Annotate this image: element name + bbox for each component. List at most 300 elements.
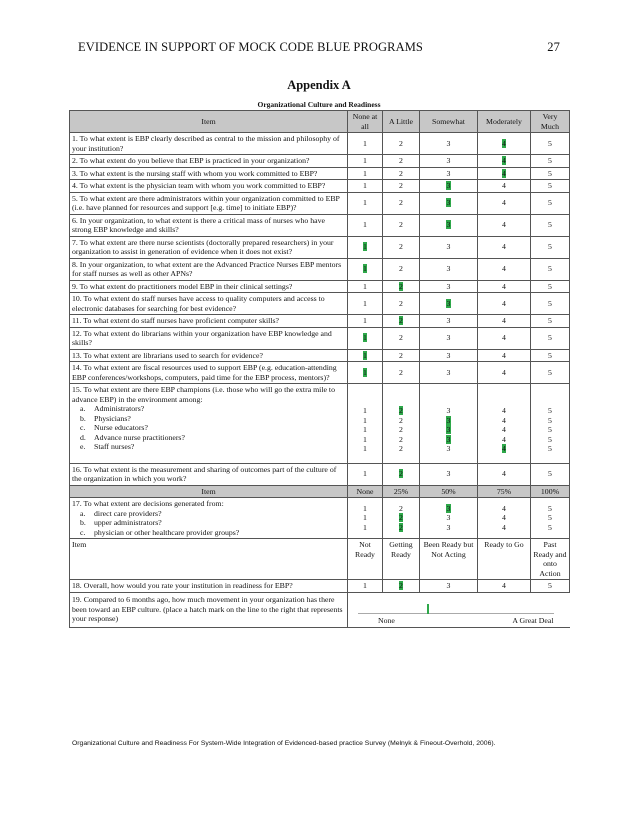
scale-cell-5 [531,155,570,168]
scale-cell-2 [383,133,420,155]
scale-line [480,406,528,416]
scale-cell-1 [348,362,383,384]
scale-line [533,406,567,416]
scale-line [533,513,567,523]
item-text: 16. To what extent is the measurement and sharing of outcomes part of the culture of the organization in which you work? [70,463,348,485]
scale-cell-2 [383,214,420,236]
table-row [70,592,570,627]
scale-cell-4 [478,384,531,464]
scale-cell-5 [531,463,570,485]
scale-value: 4 [502,350,506,360]
scale-value: 4 [502,156,506,165]
scale-cell-1 [348,214,383,236]
scale-value: 2 [399,425,403,434]
scale-value: 1 [363,298,367,308]
scale-value: 3 [446,581,451,590]
scale-value: 3 [446,198,451,208]
scale-value: 4 [502,168,506,178]
sub-letter: a. [80,404,86,413]
scale-line [350,425,380,435]
scale-value: 5 [548,220,552,230]
table-row [70,180,570,193]
scale-value: 4 [502,264,506,274]
scale-value: 2 [399,444,403,453]
sub-label: Physicians? [94,413,131,423]
scale-value: 2 [399,168,403,178]
table-row [70,258,570,280]
scale-cell-4 [478,362,531,384]
scale-value: 5 [548,198,552,208]
item-text: 4. To what extent is the physician team with whom you work committed to EBP? [70,180,348,193]
header-scale-5: Past Ready and onto Action [531,539,570,580]
scale-cell-3 [420,192,478,214]
header-scale-5: Very Much [531,111,570,133]
scale-line [385,435,417,445]
item-text: 14. To what extent are fiscal resources used to support EBP (e.g. education-attending EBP conferences/workshops, computers, paid time for the EBP process, mentors)? [70,362,348,384]
scale-value: 2 [399,198,403,208]
scale-value: 5 [548,138,552,148]
sub-item [72,509,345,519]
question-text: 15. To what extent are there EBP champions (i.e. those who will go the extra mile to advance EBP) in the environment among: [72,385,335,404]
scale-value: 4 [502,434,506,444]
scale-value: 1 [363,264,367,274]
scale-cell-5 [531,293,570,315]
scale-value: 3 [446,181,451,190]
sub-label: direct care providers? [94,508,162,518]
running-head-title: EVIDENCE IN SUPPORT OF MOCK CODE BLUE PROGRAMS [78,40,423,54]
scale-value: 3 [446,425,451,434]
scale-value: 1 [363,425,367,434]
scale-cell-2 [383,349,420,362]
scale-cell-2 [383,315,420,328]
scale-cell-1 [348,349,383,362]
scale-value: 1 [363,406,367,415]
header-scale-1: Not Ready [348,539,383,580]
scale-value: 5 [548,168,552,178]
table-title: Organizational Culture and Readiness [257,100,381,109]
scale-cell-1 [348,258,383,280]
scale-cell-4 [478,293,531,315]
scale-value: 3 [446,513,451,523]
scale-value: 3 [446,298,451,308]
scale-value: 3 [446,444,451,453]
scale-cell-5 [531,236,570,258]
scale-value: 2 [399,264,403,274]
scale-cell-3 [420,214,478,236]
header-scale-4: 75% [478,485,531,498]
scale-value: 5 [548,581,552,590]
scale-value: 4 [502,281,506,291]
scale-value: 1 [363,156,367,165]
header-item: Item [70,111,348,133]
scale-line [422,416,475,426]
scale-cell-5 [531,180,570,193]
item-text: 2. To what extent do you believe that EBP is practiced in your organization? [70,155,348,168]
scale-value: 4 [502,581,506,590]
scale-cell-3 [420,463,478,485]
scale-cell-2 [383,463,420,485]
scale-value: 2 [399,434,403,444]
scale-cell-1 [348,315,383,328]
scale-value: 1 [363,444,367,453]
scale-cell-1 [348,580,383,593]
scale-value: 2 [399,513,403,523]
table-row [70,192,570,214]
movement-scale [348,592,570,627]
scale-cell-4 [478,349,531,362]
table-row [70,280,570,293]
scale-cell-4 [478,133,531,155]
scale-value: 5 [548,406,552,415]
scale-value: 5 [548,242,552,252]
scale-value: 2 [399,333,403,343]
scale-value: 5 [548,415,552,425]
scale-value: 5 [548,522,552,532]
scale-value: 4 [502,333,506,343]
table-header-row [70,485,570,498]
scale-line [385,523,417,533]
scale-line [385,406,417,416]
scale-value: 1 [363,503,367,513]
table-row [70,293,570,315]
table-row [70,133,570,155]
scale-value: 3 [446,156,451,165]
scale-value: 4 [502,425,506,434]
header-scale-3: Somewhat [420,111,478,133]
scale-cell-1 [348,236,383,258]
sub-item [72,433,345,443]
sub-letter: c. [80,423,86,432]
scale-cell-1 [348,463,383,485]
scale-value: 1 [363,415,367,425]
scale-line [350,406,380,416]
scale-line [422,435,475,445]
scale-value: 4 [502,367,506,377]
readiness-header-row [70,539,570,580]
item-text: 8. In your organization, to what extent are the Advanced Practice Nurses EBP mentors for staff nurses as well as other APNs? [70,258,348,280]
scale-cell-4 [478,315,531,328]
scale-line [480,523,528,533]
item-text: 6. In your organization, to what extent is there a critical mass of nurses who have strong EBP knowledge and skills? [70,214,348,236]
sub-letter: c. [80,527,86,537]
scale-value: 3 [446,434,451,444]
item-text [70,498,348,539]
item-text: 1. To what extent is EBP clearly described as central to the mission and philosophy of your institution? [70,133,348,155]
table-header-row [70,111,570,133]
scale-cell-5 [531,214,570,236]
scale-value: 5 [548,503,552,513]
scale-cell-5 [531,362,570,384]
appendix-title: Appendix A [287,78,351,92]
scale-value: 1 [363,469,367,479]
scale-cell-2 [383,580,420,593]
scale-line [422,504,475,514]
header-item: Item [70,485,348,498]
scale-value: 4 [502,444,506,453]
sub-letter: b. [80,413,86,423]
sub-item [72,518,345,528]
scale-line [533,416,567,426]
table-row [70,214,570,236]
scale-value: 2 [399,406,403,415]
scale-value: 2 [399,298,403,308]
scale-value: 5 [548,181,552,190]
scale-value: 3 [446,242,451,252]
sub-label: upper administrators? [94,518,162,527]
scale-value: 2 [399,156,403,165]
scale-cell-2 [383,236,420,258]
scale-value: 5 [548,333,552,343]
scale-cell-3 [420,349,478,362]
scale-value: 2 [399,220,403,230]
header-scale-3: 50% [420,485,478,498]
scale-cell-4 [478,180,531,193]
header-scale-5: 100% [531,485,570,498]
scale-cell-4 [478,580,531,593]
scale-cell-1 [348,280,383,293]
sub-label: physician or other healthcare provider groups? [94,527,240,537]
scale-value: 5 [548,444,552,453]
sub-item [72,414,345,424]
scale-cell-3 [420,133,478,155]
scale-cell-3 [420,258,478,280]
scale-cell-2 [383,362,420,384]
scale-cell-2 [383,192,420,214]
scale-line [480,435,528,445]
scale-cell-5 [531,580,570,593]
item-text: 13. To what extent are librarians used to search for evidence? [70,349,348,362]
scale-value: 3 [446,522,451,532]
scale-value: 4 [502,406,506,415]
scale-cell-3 [420,498,478,539]
scale-line [350,444,380,454]
table-row [70,327,570,349]
scale-cell-5 [531,349,570,362]
scale-value: 4 [502,415,506,425]
scale-value: 3 [446,264,451,274]
scale-value: 2 [399,522,403,532]
sub-letter: a. [80,508,86,518]
scale-value: 2 [399,503,403,513]
scale-value: 3 [446,333,451,343]
scale-cell-5 [531,384,570,464]
scale-line [533,444,567,454]
scale-line [422,425,475,435]
scale-value: 5 [548,469,552,479]
scale-cell-5 [531,327,570,349]
header-scale-3: Been Ready but Not Acting [420,539,478,580]
scale-line [385,416,417,426]
scale-value: 3 [446,503,451,513]
scale-cell-2 [383,167,420,180]
scale-value: 5 [548,425,552,434]
table-row-multi [70,384,570,464]
scale-value: 1 [363,367,367,377]
header-scale-2: Getting Ready [383,539,420,580]
scale-cell-3 [420,327,478,349]
rating-line-bar [358,613,554,614]
scale-cell-4 [478,192,531,214]
scale-value: 4 [502,469,506,479]
table-row [70,167,570,180]
scale-cell-1 [348,498,383,539]
item-text: 3. To what extent is the nursing staff with whom you work committed to EBP? [70,167,348,180]
scale-value: 4 [502,503,506,513]
survey-table [69,110,570,628]
scale-value: 5 [548,316,552,325]
scale-line [350,416,380,426]
scale-cell-3 [420,167,478,180]
scale-line [350,504,380,514]
sub-item [72,404,345,414]
scale-value: 1 [363,168,367,178]
scale-cell-3 [420,580,478,593]
header-scale-4: Moderately [478,111,531,133]
scale-line [422,406,475,416]
sub-item [72,528,345,538]
scale-cell-3 [420,315,478,328]
item-text: 19. Compared to 6 months ago, how much movement in your organization has there been toward an EBP culture. (place a hatch mark on the line to the right that represents your response) [70,592,348,627]
header-item: Item [70,539,348,580]
table-row [70,315,570,328]
scale-line [350,435,380,445]
scale-cell-5 [531,280,570,293]
scale-value: 1 [363,198,367,208]
scale-cell-4 [478,463,531,485]
scale-cell-5 [531,133,570,155]
scale-value: 1 [363,281,367,291]
scale-value: 3 [446,316,451,325]
scale-value: 4 [502,316,506,325]
scale-cell-1 [348,155,383,168]
scale-value: 2 [399,281,403,291]
scale-line [422,444,475,454]
scale-cell-4 [478,236,531,258]
rating-great-deal-label: A Great Deal [512,615,554,625]
scale-cell-4 [478,214,531,236]
scale-value: 3 [446,350,451,360]
scale-cell-5 [531,167,570,180]
sub-letter: d. [80,432,86,442]
sub-label: Nurse educators? [94,423,148,432]
scale-cell-4 [478,327,531,349]
scale-cell-2 [383,155,420,168]
scale-cell-2 [383,293,420,315]
scale-line [422,523,475,533]
item-text: 12. To what extent do librarians within your organization have EBP knowledge and skills? [70,327,348,349]
page-number: 27 [547,40,560,54]
scale-value: 5 [548,350,552,360]
scale-cell-3 [420,180,478,193]
scale-value: 1 [363,581,367,590]
scale-cell-2 [383,384,420,464]
scale-value: 2 [399,350,403,360]
header-scale-1: None [348,485,383,498]
scale-cell-1 [348,192,383,214]
footnote: Organizational Culture and Readiness For System-Wide Integration of Evidenced-based practice Survey (Melnyk & Fineout-Overhold, 2006). [72,740,496,747]
scale-value: 3 [446,415,451,425]
scale-cell-5 [531,258,570,280]
scale-cell-2 [383,327,420,349]
scale-value: 1 [363,316,367,325]
item-text: 11. To what extent do staff nurses have proficient computer skills? [70,315,348,328]
scale-value: 1 [363,333,367,343]
sub-letter: b. [80,518,86,527]
scale-line [385,444,417,454]
scale-cell-1 [348,293,383,315]
item-text: 10. To what extent do staff nurses have access to quality computers and access to electronic databases for searching for best evidence? [70,293,348,315]
scale-value: 2 [399,581,403,590]
scale-cell-4 [478,155,531,168]
table-row [70,580,570,593]
question-text: 17. To what extent are decisions generated from: [72,499,224,508]
scale-cell-2 [383,180,420,193]
sub-item [72,423,345,433]
scale-value: 5 [548,367,552,377]
table-row-multi [70,498,570,539]
scale-value: 2 [399,469,403,479]
scale-line [533,523,567,533]
running-head [78,40,560,55]
scale-line [350,523,380,533]
scale-value: 1 [363,434,367,444]
scale-value: 2 [399,242,403,252]
scale-line [385,504,417,514]
scale-value: 4 [502,220,506,230]
hatch-mark [427,604,429,614]
scale-value: 3 [446,138,451,148]
item-text [70,384,348,464]
scale-cell-1 [348,180,383,193]
scale-value: 3 [446,220,451,230]
header-scale-1: None at all [348,111,383,133]
scale-line [480,513,528,523]
scale-cell-2 [383,498,420,539]
scale-value: 3 [446,406,451,415]
table-row [70,155,570,168]
item-text: 5. To what extent are there administrators within your organization committed to EBP (i.e. have planned for resources and support [e.g. time] to initiate EBP)? [70,192,348,214]
table-row [70,362,570,384]
scale-cell-4 [478,498,531,539]
scale-cell-4 [478,167,531,180]
table-row [70,236,570,258]
rating-line [350,594,568,626]
scale-value: 5 [548,281,552,291]
scale-value: 3 [446,281,451,291]
scale-cell-1 [348,133,383,155]
scale-cell-4 [478,258,531,280]
scale-cell-5 [531,315,570,328]
scale-cell-3 [420,236,478,258]
scale-cell-3 [420,384,478,464]
scale-line [350,513,380,523]
scale-value: 1 [363,220,367,230]
scale-value: 1 [363,522,367,532]
sub-letter: e. [80,442,86,451]
scale-line [480,425,528,435]
item-text: 18. Overall, how would you rate your institution in readiness for EBP? [70,580,348,593]
scale-cell-3 [420,155,478,168]
scale-cell-5 [531,192,570,214]
scale-line [533,425,567,435]
scale-cell-4 [478,280,531,293]
header-scale-2: A Little [383,111,420,133]
table-row [70,463,570,485]
scale-value: 2 [399,367,403,377]
scale-cell-3 [420,293,478,315]
scale-value: 1 [363,350,367,360]
scale-value: 4 [502,242,506,252]
